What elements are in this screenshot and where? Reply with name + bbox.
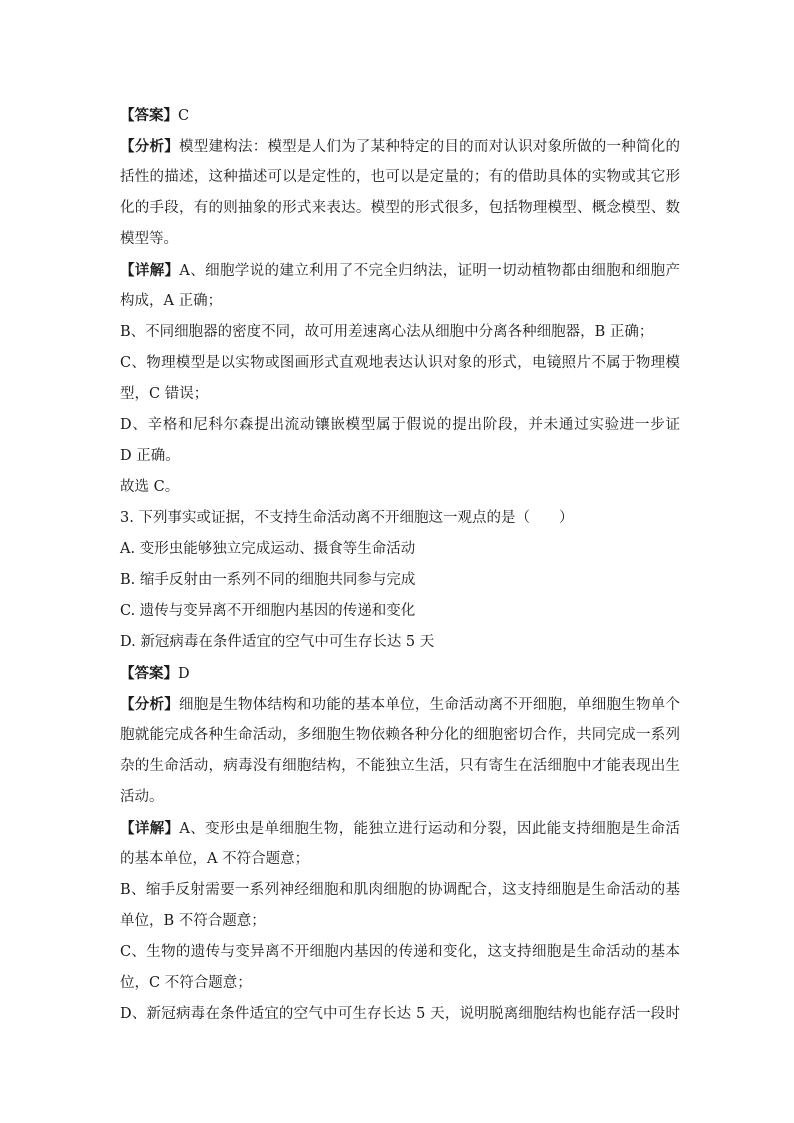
q2-detail-line <box>120 255 680 286</box>
detail-tag: 【详解】 <box>120 262 180 279</box>
q3-analysis-text: 细胞是生物体结构和功能的基本单位，生命活动离不开细胞，单细胞生物单个 <box>178 697 680 713</box>
q3-detail-line: 单位，B 不符合题意； <box>120 913 266 929</box>
q3-option-c: C. 遗传与变异离不开细胞内基因的传递和变化 <box>120 603 416 619</box>
q2-conclusion-line: 故选 C。 <box>120 479 180 495</box>
q2-analysis-line <box>120 131 680 162</box>
q3-analysis-line <box>120 689 680 720</box>
q2-analysis-line: 模型等。 <box>120 231 178 247</box>
q2-answer-text: C <box>178 108 190 124</box>
q3-question-stem: 3. 下列事实或证据，不支持生命活动离不开细胞这一观点的是（ ） <box>120 510 574 526</box>
q2-detail-line: 型，C 错误； <box>120 386 209 402</box>
document-body <box>120 100 680 1030</box>
q2-analysis-line: 括性的描述，这种描述可以是定性的，也可以是定量的；有的借助具体的实物或其它形 <box>120 169 680 185</box>
q3-analysis-line: 活动。 <box>120 789 164 805</box>
answer-tag: 【答案】 <box>120 665 178 682</box>
answer-tag: 【答案】 <box>120 107 178 124</box>
q2-detail-line: 构成，A 正确； <box>120 293 223 309</box>
analysis-tag: 【分析】 <box>120 696 179 713</box>
q3-detail-line: 位，C 不符合题意； <box>120 975 252 991</box>
q3-detail-text: A、变形虫是单细胞生物，能独立进行运动和分裂，因此能支持细胞是生命活 <box>179 821 680 837</box>
q3-detail-line: C、生物的遗传与变异离不开细胞内基因的传递和变化，这支持细胞是生命活动的基本 <box>120 944 680 960</box>
q2-detail-line: D 正确。 <box>120 448 180 464</box>
q2-analysis-line: 化的手段，有的则抽象的形式来表达。模型的形式很多，包括物理模型、概念模型、数 <box>120 200 680 216</box>
q3-detail-line: D、新冠病毒在条件适宜的空气中可生存长达 5 天，说明脱离细胞结构也能存活一段时 <box>120 1006 680 1022</box>
q3-answer-line <box>120 658 680 689</box>
q2-detail-text: A、细胞学说的建立利用了不完全归纳法，证明一切动植物都由细胞和细胞产 <box>179 263 680 279</box>
detail-tag: 【详解】 <box>120 820 180 837</box>
q3-option-b: B. 缩手反射由一系列不同的细胞共同参与完成 <box>120 572 416 588</box>
q3-option-a: A. 变形虫能够独立完成运动、摄食等生命活动 <box>120 541 416 557</box>
q2-detail-line: C、物理模型是以实物或图画形式直观地表达认识对象的形式，电镜照片不属于物理模 <box>120 355 680 371</box>
q2-answer-line <box>120 100 680 131</box>
q3-detail-line: B、缩手反射需要一系列神经细胞和肌肉细胞的协调配合，这支持细胞是生命活动的基 <box>120 882 680 898</box>
q3-analysis-line: 杂的生命活动，病毒没有细胞结构，不能独立生活，只有寄生在活细胞中才能表现出生 <box>120 758 680 774</box>
q2-detail-line: D、辛格和尼科尔森提出流动镶嵌模型属于假说的提出阶段，并未通过实验进一步证 <box>120 417 680 433</box>
q3-detail-line <box>120 813 680 844</box>
q3-analysis-line: 胞就能完成各种生命活动，多细胞生物依赖各种分化的细胞密切合作，共同完成一系列 <box>120 727 680 743</box>
q2-analysis-text: 模型建构法：模型是人们为了某种特定的目的而对认识对象所做的一种简化的 <box>178 139 680 155</box>
q3-detail-line: 的基本单位，A 不符合题意； <box>120 851 310 867</box>
analysis-tag: 【分析】 <box>120 138 179 155</box>
q2-detail-line: B、不同细胞器的密度不同，故可用差速离心法从细胞中分离各种细胞器，B 正确； <box>120 324 654 340</box>
q3-answer-text: D <box>178 666 190 682</box>
q3-option-d: D. 新冠病毒在条件适宜的空气中可生存长达 5 天 <box>120 634 435 650</box>
